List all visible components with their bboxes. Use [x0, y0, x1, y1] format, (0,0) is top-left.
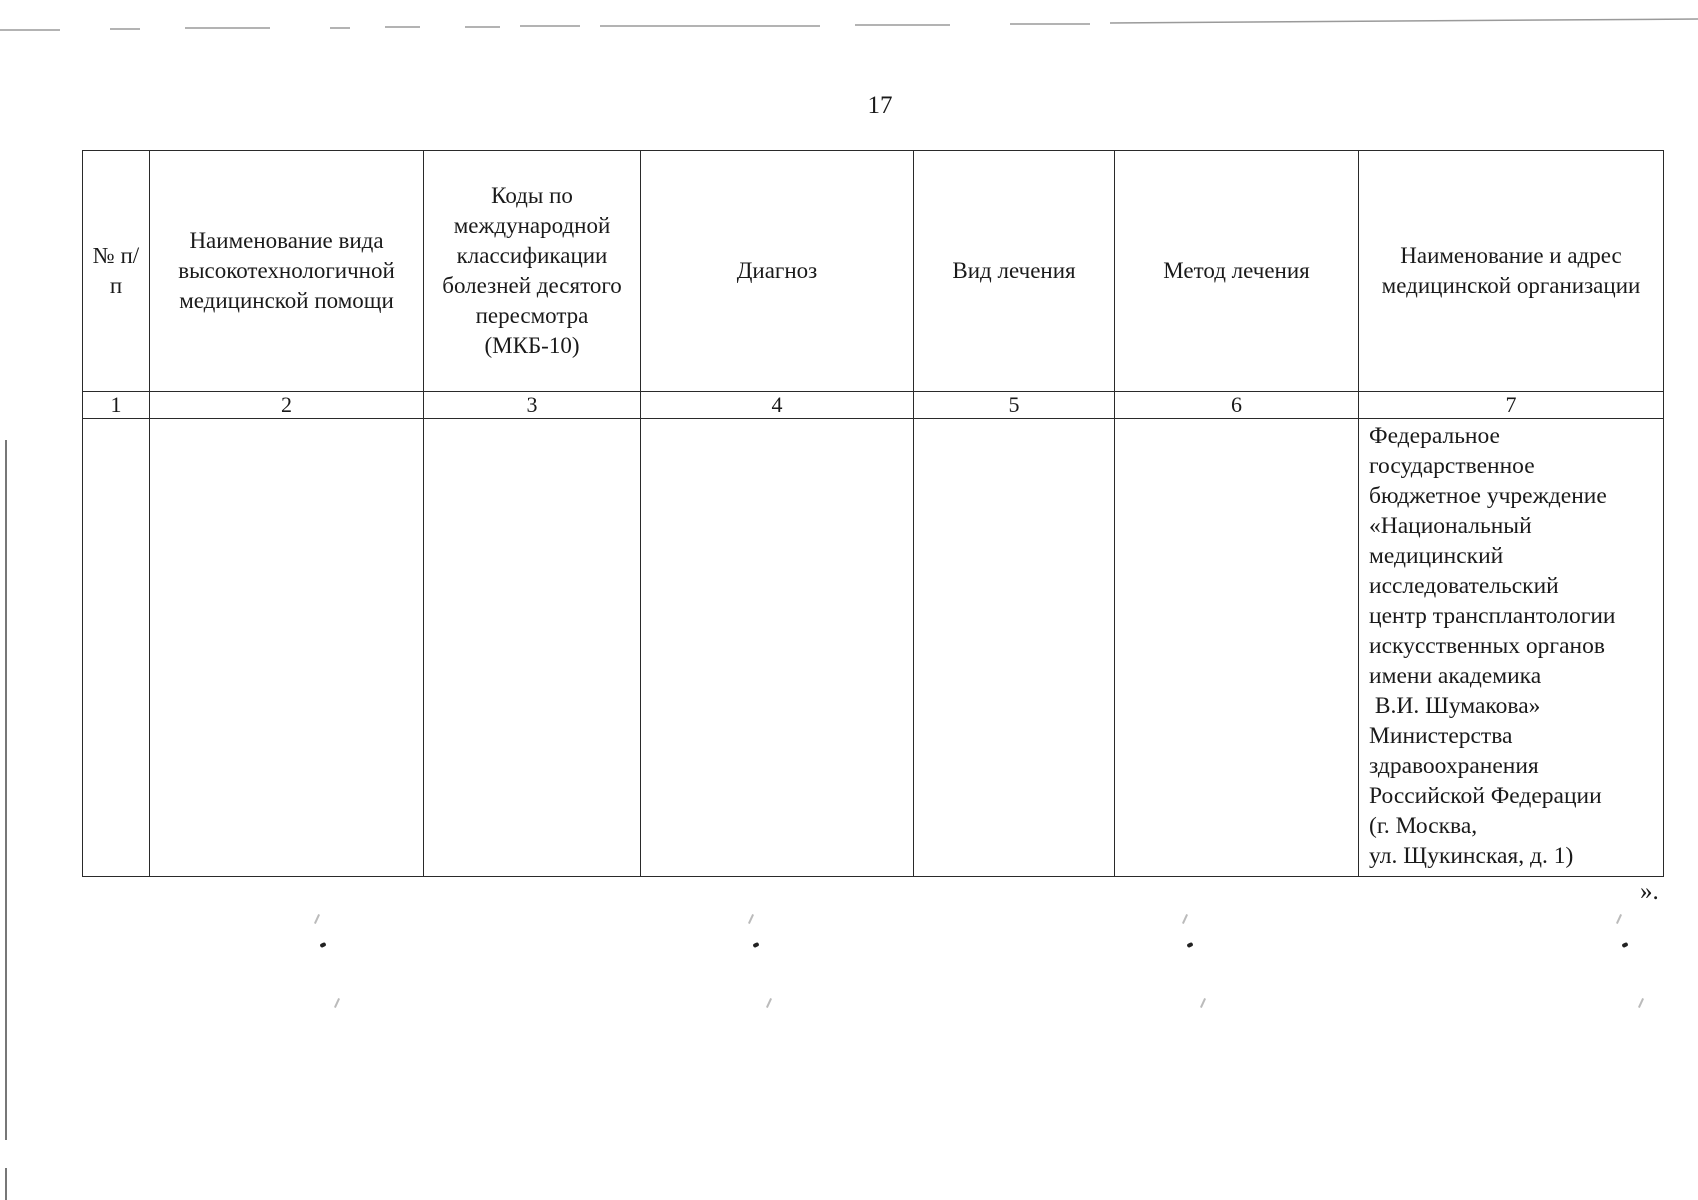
- column-number: 2: [150, 392, 424, 419]
- column-number: 4: [641, 392, 914, 419]
- header-cell-treatment-type: Вид лечения: [914, 151, 1115, 392]
- page-number: 17: [867, 92, 893, 119]
- scan-mark: [748, 914, 754, 924]
- column-number: 3: [424, 392, 641, 419]
- header-cell-diagnosis: Диагноз: [641, 151, 914, 392]
- organization-line: исследовательский: [1369, 573, 1559, 599]
- organization-line: Министерства: [1369, 723, 1513, 749]
- organization-line: центр трансплантологии: [1369, 603, 1616, 629]
- column-number-row: [83, 392, 1664, 419]
- scan-mark: [1616, 914, 1622, 924]
- cell-organization: [1359, 419, 1664, 877]
- header-cell-number: № п/п: [83, 151, 150, 392]
- closing-quote-mark: ».: [1640, 878, 1659, 905]
- header-row: [83, 151, 1664, 392]
- scan-speck: [752, 942, 759, 948]
- vmp-table: [82, 150, 1664, 877]
- scan-speck: [1621, 942, 1628, 948]
- organization-line: Российской Федерации: [1369, 783, 1602, 809]
- scan-speck: [1186, 942, 1193, 948]
- header-cell-care-type: Наименование вида высокотехнологичной медицинской помощи: [150, 151, 424, 392]
- cell-care-type: [150, 419, 424, 877]
- cell-treatment-method: [1115, 419, 1359, 877]
- organization-line: бюджетное учреждение: [1369, 483, 1607, 509]
- scan-mark: [314, 914, 320, 924]
- scan-speck: [319, 942, 326, 948]
- organization-line: имени академика: [1369, 663, 1542, 689]
- organization-line: медицинский: [1369, 543, 1504, 569]
- cell-number: [83, 419, 150, 877]
- cell-icd-codes: [424, 419, 641, 877]
- cell-diagnosis: [641, 419, 914, 877]
- scan-mark: [766, 998, 772, 1008]
- organization-line: искусственных органов: [1369, 633, 1605, 659]
- column-number: 7: [1359, 392, 1664, 419]
- scan-edge-left: [4, 440, 8, 1200]
- scan-mark: [1182, 914, 1188, 924]
- organization-line: В.И. Шумакова»: [1369, 693, 1541, 719]
- organization-line: здравоохранения: [1369, 753, 1539, 779]
- scan-edge-top: [0, 16, 1698, 36]
- column-number: 6: [1115, 392, 1359, 419]
- header-cell-organization: Наименование и адрес медицинской организации: [1359, 151, 1664, 392]
- column-number: 1: [83, 392, 150, 419]
- table-row: [83, 419, 1664, 877]
- scan-mark: [1638, 998, 1644, 1008]
- cell-treatment-type: [914, 419, 1115, 877]
- organization-line: ул. Щукинская, д. 1): [1369, 843, 1574, 869]
- column-number: 5: [914, 392, 1115, 419]
- header-cell-icd-codes: Коды по международной классификации болезней десятого пересмотра (МКБ-10): [424, 151, 641, 392]
- organization-line: (г. Москва,: [1369, 813, 1478, 839]
- scan-mark: [334, 998, 340, 1008]
- scan-mark: [1200, 998, 1206, 1008]
- organization-line: «Национальный: [1369, 513, 1532, 539]
- header-cell-treatment-method: Метод лечения: [1115, 151, 1359, 392]
- organization-line: государственное: [1369, 453, 1535, 479]
- organization-line: Федеральное: [1369, 423, 1500, 449]
